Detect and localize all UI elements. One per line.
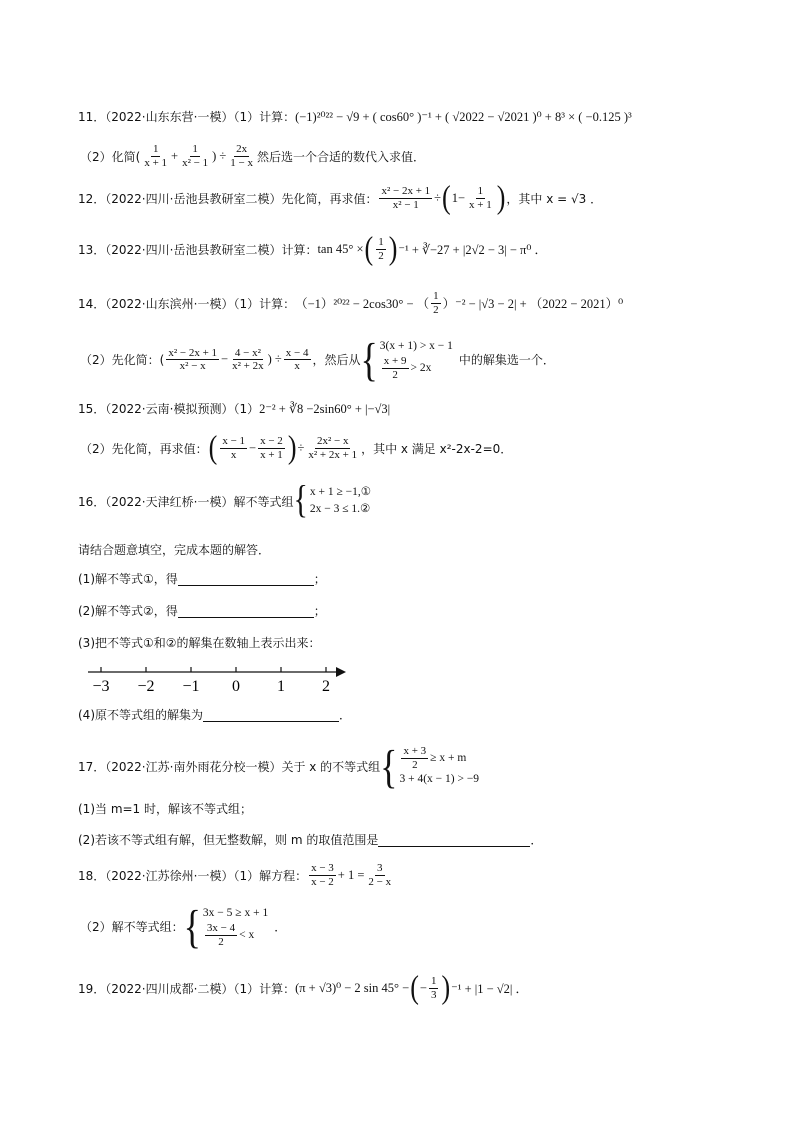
axis-tick-label: −3	[92, 678, 110, 694]
q17-part1: (1)当 m=1 时，解该不等式组；	[78, 802, 253, 816]
q15b-line: （2）先化简，再求值： ( $\frac{x - 1}{x}$ − $\frac{x - 2}{x + 1}$ ) ÷ $\frac{\text{2x² − x}}{\text{x² + 2x + 1}}$ ，其中 x 满足 x²-2x-2=0．	[80, 429, 513, 466]
axis-tick-label: 0	[232, 678, 240, 694]
q13-line: 13．（2022·四川·岳池县教研室二模）计算： tan 45° × ( $\frac{1}{2}$ ) ⁻¹ + ∛−27 + |2√2 − 3| − π⁰ ．	[78, 230, 547, 267]
q17-line: 17．（2022·江苏·南外雨花分校一模）关于 x 的不等式组 { $\frac{x + 3}{2}$ ≥ x + m 3 + 4(x − 1) > −9	[78, 740, 480, 793]
q16-system: x + 1 ≥ −1,① 2x − 3 ≤ 1.②	[309, 486, 372, 516]
q12-line: 12．（2022·四川·岳池县教研室二模）先化简，再求值： $\frac{\text{x² − 2x + 1}}{\text{x² − 1}}$ ÷ ( 1 − $\frac{1}{x + 1}$ ) ，其中 x = √3 ．	[78, 179, 603, 216]
q14-half: $\frac{1}{2}$	[433, 290, 439, 316]
q11-line	[78, 108, 632, 125]
answer-blank-2[interactable]	[178, 603, 314, 618]
q15-expr: 2⁻² + ∛8 −2sin60° + |−√3|	[259, 401, 391, 416]
q14-expr: （−1）²⁰²² − 2cos30° − （	[295, 297, 430, 312]
q14b-fraction-2: $\frac{\text{4 − x²}}{\text{x² + 2x}}$	[232, 346, 264, 373]
q12-fraction: $\frac{\text{x² − 2x + 1}}{\text{x² − 1}}$	[381, 185, 431, 211]
q19-label: 19．（2022·四川成都·二模）（1）计算：	[78, 981, 296, 996]
q13-half: $\frac{1}{2}$	[378, 236, 384, 262]
q16-part1: (1)解不等式①，得 ；	[78, 572, 326, 586]
q14b-fraction-3: $\frac{x - 4}{x}$	[285, 346, 309, 373]
q19-third: $\frac{1}{3}$	[430, 975, 437, 1001]
q11-label: 11．（2022·山东东营·一模）（1）计算：	[78, 110, 296, 124]
q15b-label: （2）先化简，再求值：	[80, 441, 208, 456]
q12-tail: ，其中 x = √3 ．	[506, 191, 603, 206]
axis-tick-label: −1	[182, 678, 200, 694]
q11b-fraction-2: $\frac{1}{\text{x² − 1}}$	[182, 143, 209, 169]
answer-blank-4[interactable]	[378, 832, 530, 847]
q19-line: 19．（2022·四川成都·二模）（1）计算： (π + √3)⁰ − 2 sin 45° − ( − $\frac{1}{3}$ ) ⁻¹ + |1 − √2| ．	[78, 969, 529, 1006]
q18-label: 18．（2022·江苏徐州·一模）（1）解方程：	[78, 868, 308, 883]
q14-expr-2: ）⁻² − |√3 − 2| + （2022 − 2021）⁰	[442, 297, 624, 312]
q12-label: 12．（2022·四川·岳池县教研室二模）先化简，再求值：	[78, 191, 378, 206]
q11b-line: （2）化简( $\frac{1}{x + 1}$ + $\frac{1}{\text{x² − 1}}$ ) ÷ $\frac{2x}{1 - x}$ 然后选一个合适的数代入求值．	[80, 143, 426, 169]
q14b-fraction-1: $\frac{\text{x² − 2x + 1}}{\text{x² − x}}$	[168, 346, 218, 373]
q15b-tail: ，其中 x 满足 x²-2x-2=0．	[361, 441, 513, 456]
number-line	[84, 660, 354, 694]
q19-expr-2: ⁻¹ + |1 − √2| ．	[451, 982, 529, 997]
q18b-system: 3x − 5 ≥ x + 1 $\frac{3x - 4}{2}$ < x	[202, 907, 269, 948]
q17-label: 17．（2022·江苏·南外雨花分校一模）关于 x 的不等式组	[78, 760, 381, 775]
q14b-system: 3(x + 1) > x − 1 $\frac{x + 9}{2}$ > 2x	[379, 340, 453, 381]
q17-system: $\frac{x + 3}{2}$ ≥ x + m 3 + 4(x − 1) > −9	[399, 745, 480, 786]
q18b-label: （2）解不等式组：	[80, 920, 184, 935]
q14b-mid: ，然后从	[312, 353, 361, 368]
q15b-fraction-1: $\frac{x - 1}{x}$	[222, 435, 246, 461]
q11b-fraction-3: $\frac{2x}{1 - x}$	[230, 143, 253, 169]
q13-expr-2: ⁻¹ + ∛−27 + |2√2 − 3| − π⁰ ．	[398, 243, 547, 258]
q16-part3: (3)把不等式①和②的解集在数轴上表示出来：	[78, 636, 321, 650]
q14-label: 14．（2022·山东滨州·一模）（1）计算：	[78, 296, 296, 311]
q14b-line: （2）先化简：( $\frac{\text{x² − 2x + 1}}{\text{x² − x}}$ − $\frac{\text{4 − x²}}{\text{x² + 2x}}$ ) ÷ $\frac{x - 4}{x}$ ，然后从 { 3(x + 1) > x − 1 $\frac{x + 9}{2}$ > 2x 中的解集选一个．	[80, 333, 555, 386]
q15b-fraction-2: $\frac{x - 2}{x + 1}$	[260, 435, 283, 461]
q16-part2: (2)解不等式②，得 ；	[78, 604, 326, 618]
q11-expression: (−1)²⁰²² − √9 + ( cos60° )⁻¹ + ( √2022 − √2021 )⁰ + 8³ × ( −0.125 )³	[295, 109, 632, 124]
q12-inner-fraction: $\frac{1}{x + 1}$	[469, 185, 492, 211]
q14b-label: （2）先化简：(	[80, 353, 165, 368]
q16-line: 16．（2022·天津红桥·一模）解不等式组 { x + 1 ≥ −1,① 2x − 3 ≤ 1.②	[78, 479, 372, 523]
q18b-line: （2）解不等式组： { 3x − 5 ≥ x + 1 $\frac{3x - 4}{2}$ < x ．	[80, 900, 287, 953]
q17-part2: (2)若该不等式组有解，但无整数解，则 m 的取值范围是 ．	[78, 833, 543, 847]
q11b-tail: 然后选一个合适的数代入求值．	[257, 149, 426, 164]
q14b-tail: 中的解集选一个．	[458, 353, 555, 368]
answer-blank-1[interactable]	[178, 571, 314, 586]
q18-fraction-1: $\frac{x - 3}{x - 2}$	[311, 862, 334, 888]
q19-expr-1: (π + √3)⁰ − 2 sin 45° −	[295, 981, 410, 996]
q16-part4: (4)原不等式组的解集为 ．	[78, 708, 352, 722]
q18-line: 18．（2022·江苏徐州·一模）（1）解方程： $\frac{x - 3}{x - 2}$ + 1 = $\frac{3}{2 - x}$	[78, 862, 392, 888]
q18-fraction-2: $\frac{3}{2 - x}$	[368, 862, 392, 888]
q14-line	[78, 290, 623, 316]
q11b-label: （2）化简(	[80, 149, 141, 164]
q15-line	[78, 400, 390, 417]
answer-blank-3[interactable]	[203, 707, 339, 722]
q16-intro: 请结合题意填空，完成本题的解答．	[78, 543, 271, 557]
q15-label: 15．（2022·云南·模拟预测）（1）	[78, 402, 260, 416]
axis-tick-label: 2	[322, 678, 330, 694]
axis-tick-label: 1	[277, 678, 285, 694]
q13-label: 13．（2022·四川·岳池县教研室二模）计算：	[78, 242, 318, 257]
axis-tick-label: −2	[137, 678, 155, 694]
q16-label: 16．（2022·天津红桥·一模）解不等式组	[78, 494, 294, 509]
q15b-fraction-3: $\frac{\text{2x² − x}}{\text{x² + 2x + 1}}$	[308, 435, 358, 461]
q13-expr-1: tan 45° ×	[317, 241, 364, 256]
q11b-fraction-1: $\frac{1}{x + 1}$	[144, 143, 168, 169]
